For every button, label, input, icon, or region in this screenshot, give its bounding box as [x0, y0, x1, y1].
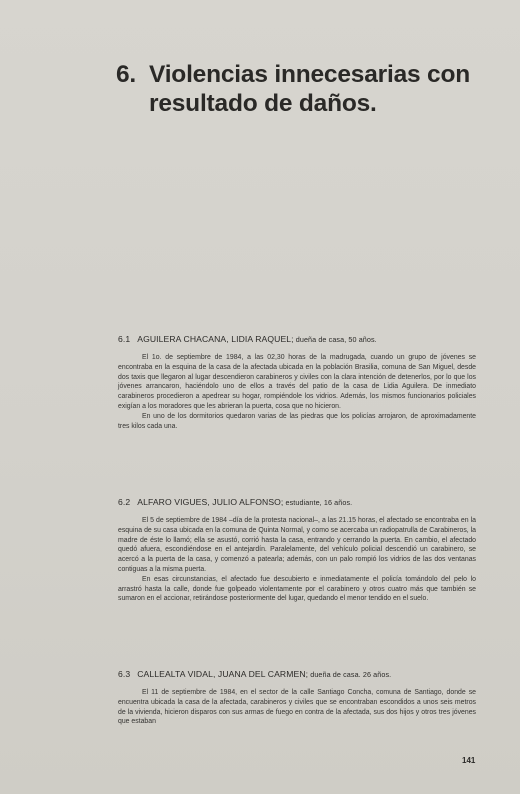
section-number: 6.2: [118, 497, 131, 507]
person-name: AGUILERA CHACANA, LIDIA RAQUEL;: [137, 334, 294, 344]
paragraph: En uno de los dormitorios quedaron varias de las piedras que los policías arrojaron, de aproximadamente tres kilos cada una.: [118, 412, 476, 430]
person-name: ALFARO VIGUES, JULIO ALFONSO;: [137, 497, 284, 507]
person-description: estudiante, 16 años.: [283, 498, 353, 507]
section-6-3: [118, 669, 476, 727]
section-heading: [118, 497, 476, 508]
section-number: 6.1: [118, 334, 131, 344]
paragraph: El 5 de septiembre de 1984 –día de la protesta nacional–, a las 21.15 horas, el afectado se encontraba en la esquina de su casa ubicada en la comuna de Quinta Normal, y como se acercaba un radiopatrulla de Carabineros, la madre de éste lo llamó; ella se asustó, corrió hasta la casa, entrando y cerrando la puerta. En cambio, el afectado quedó afuera, escondiéndose en el antejardín. Paralelamente, del vehículo policial descendió un carabinero, se acercó a la puerta de la casa, y comenzó a patearla; además, con un palo rompió los vidrios de las dos ventanas contiguas a la misma puerta.: [118, 517, 476, 573]
paragraph: El 11 de septiembre de 1984, en el sector de la calle Santiago Concha, comuna de Santiago, donde se encuentra ubicada la casa de la afectada, carabineros y civiles que se encontraban escondidos a unos seis metros de la vivienda, hicieron disparos con sus armas de fuego en contra de la afectada, sus dos hijos y otros tres jóvenes que estaban: [118, 689, 476, 726]
chapter-title: [116, 60, 470, 118]
page-number: 141: [462, 756, 476, 765]
person-description: dueña de casa. 26 años.: [308, 670, 392, 679]
paragraph: El 1o. de septiembre de 1984, a las 02,30 horas de la madrugada, cuando un grupo de jóvenes se encontraba en la esquina de la casa de la afectada ubicada en la población Brasilia, comuna de San Miguel, desde dos taxis que llegaron al lugar descendieron carabineros y civiles con la clara intención de detenerlos, por lo que los jóvenes arrancaron, haciéndolo uno de ellos a través del patio de la casa de Lidia Aguilera. De inmediato carabineros procedieron a apedrear su hogar, rompiéndole los vidrios. Además, los mismos funcionarios policiales exigían a los moradores que les abrieran la puerta, cosa que no hicieron.: [118, 354, 476, 410]
section-number: 6.3: [118, 669, 131, 679]
person-name: CALLEALTA VIDAL, JUANA DEL CARMEN;: [137, 669, 309, 679]
section-heading: [118, 669, 476, 680]
chapter-number: 6.: [116, 61, 137, 88]
section-6-2: [118, 497, 476, 604]
paragraph: En esas circunstancias, el afectado fue descubierto e inmediatamente el policía tomándolo del pelo lo arrastró hasta la calle, donde fue golpeado violentamente por el carabinero y otros cuatro más que también se sumaron en el accionar, retirándose posteriormente del lugar, quedando el menor tendido en el suelo.: [118, 575, 476, 603]
section-heading: [118, 334, 476, 345]
person-description: dueña de casa, 50 años.: [293, 335, 377, 344]
chapter-title-line-2: resultado de daños.: [149, 90, 377, 117]
chapter-title-line-1: Violencias innecesarias con: [149, 61, 470, 88]
section-6-1: [118, 334, 476, 431]
